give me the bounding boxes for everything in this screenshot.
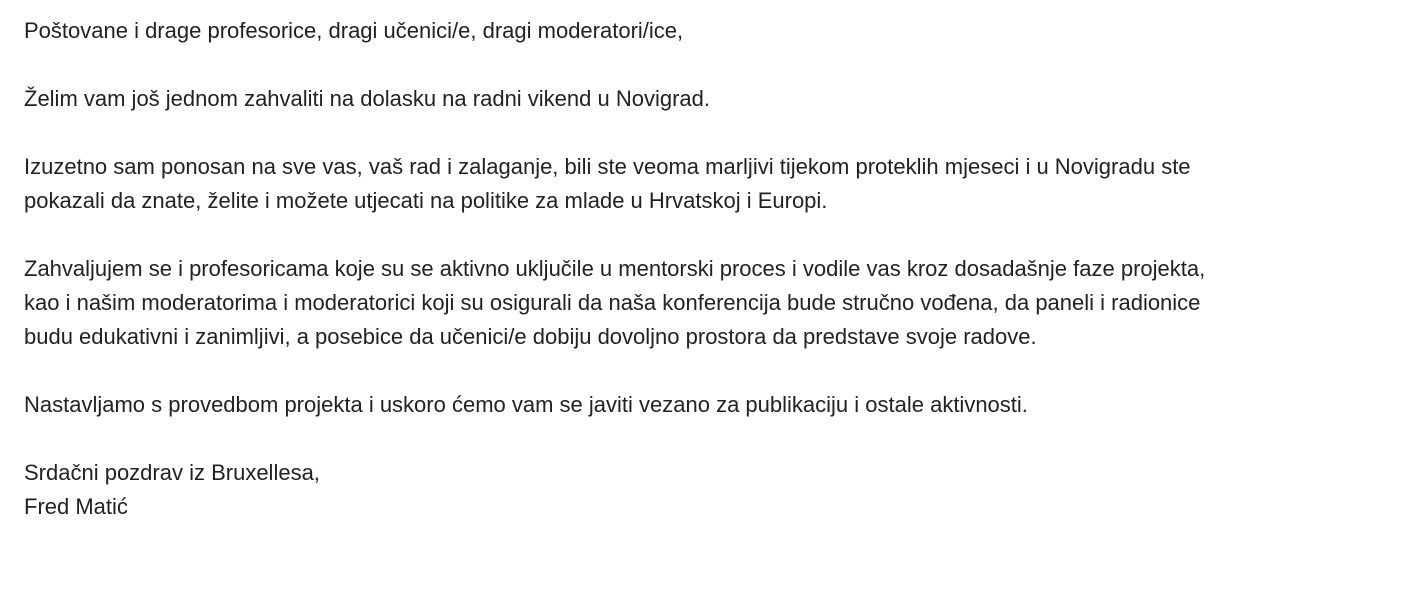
greeting: Poštovane i drage profesorice, dragi učenici/e, dragi moderatori/ice,: [24, 18, 684, 43]
paragraph-line: Zahvaljujem se i profesoricama koje su se aktivno uključile u mentorski proces i vodile vas kroz dosadašnje faze projekta,: [24, 256, 1206, 281]
paragraph-mentors: [24, 252, 1403, 354]
paragraph-thanks: Želim vam još jednom zahvaliti na dolasku na radni vikend u Novigrad.: [24, 86, 711, 111]
paragraph-line: Izuzetno sam ponosan na sve vas, vaš rad i zalaganje, bili ste veoma marljivi tijekom proteklih mjeseci i u Novigradu ste: [24, 154, 1191, 179]
closing: Srdačni pozdrav iz Bruxellesa,: [24, 460, 320, 485]
paragraph-next: Nastavljamo s provedbom projekta i uskoro ćemo vam se javiti vezano za publikaciju i ostale aktivnosti.: [24, 392, 1028, 417]
signature: Fred Matić: [24, 494, 128, 519]
paragraph-proud: [24, 150, 1403, 218]
paragraph-line: pokazali da znate, želite i možete utjecati na politike za mlade u Hrvatskoj i Europi.: [24, 188, 828, 213]
paragraph-line: budu edukativni i zanimljivi, a posebice da učenici/e dobiju dovoljno prostora da predstave svoje radove.: [24, 324, 1037, 349]
paragraph-line: kao i našim moderatorima i moderatorici koji su osigurali da naša konferencija bude stručno vođena, da paneli i radionice: [24, 290, 1201, 315]
